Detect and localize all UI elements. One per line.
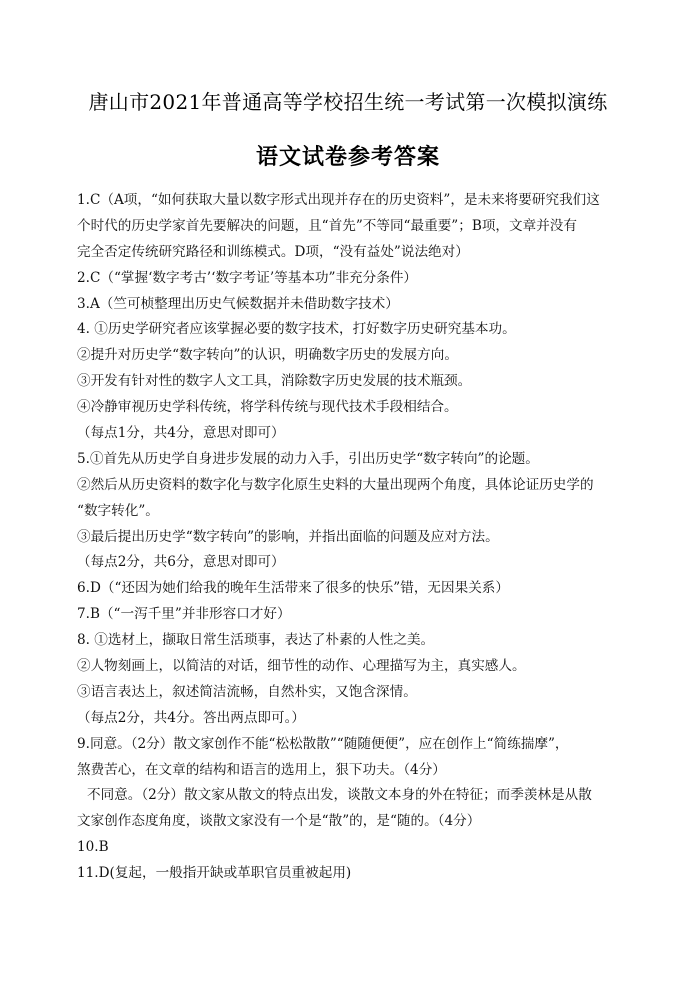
- answer-line-q8-point: ③语言表达上，叙述简洁流畅，自然朴实，又饱含深情。: [77, 683, 417, 700]
- answer-line-q3: 3.A（竺可桢整理出历史气候数据并未借助数字技术）: [77, 295, 399, 312]
- answer-line-q5: 5.①首先从历史学自身进步发展的动力入手，引出历史学“数字转向”的论题。: [77, 450, 539, 467]
- answer-key-title: 语文试卷参考答案: [255, 144, 440, 170]
- scoring-note-q5: （每点2分，共6分，意思对即可）: [77, 554, 285, 571]
- scoring-note-q4: （每点1分，共4分，意思对即可）: [77, 425, 285, 442]
- answer-line-q1: 1.C（A项，“如何获取大量以数字形式出现并存在的历史资料”，是未来将要研究我们这: [77, 192, 600, 208]
- answer-line-q4-point: ③开发有针对性的数字人文工具，消除数字历史发展的技术瓶颈。: [77, 373, 472, 390]
- answer-line-q9-cont: 煞费苦心，在文章的结构和语言的选用上，狠下功夫。（4分）: [77, 761, 446, 778]
- answer-line-q4: 4. ①历史学研究者应该掌握必要的数字技术，打好数字历史研究基本功。: [77, 321, 516, 338]
- answer-line-q11: 11.D(复起，一般指开缺或革职官员重被起用): [77, 865, 352, 882]
- answer-line-q1-cont: 完全否定传统研究路径和训练模式。D项，“没有益处”说法绝对）: [77, 243, 469, 260]
- answer-line-q8-point: ②人物刻画上，以简洁的对话，细节性的动作、心理描写为主，真实感人。: [77, 658, 526, 675]
- answer-line-q5-cont: “数字转化”。: [77, 502, 159, 519]
- answer-line-q10: 10.B: [77, 839, 109, 856]
- answer-line-q5-point: ③最后提出历史学“数字转向”的影响，并指出面临的问题及应对方法。: [77, 528, 499, 545]
- answer-line-q9-alt-cont: 文家创作态度角度，谈散文家没有一个是“散”的，是“随的。（4分）: [77, 813, 481, 830]
- answer-line-q6: 6.D（“还因为她们给我的晚年生活带来了很多的快乐”错，无因果关系）: [77, 580, 509, 597]
- answer-line-q4-point: ④冷静审视历史学科传统，将学科传统与现代技术手段相结合。: [77, 399, 458, 416]
- answer-line-q2: 2.C（“掌握‘数字考古’‘数字考证’等基本功”非充分条件）: [77, 269, 418, 286]
- answer-line-q8: 8. ①选材上，撷取日常生活琐事，表达了朴素的人性之美。: [77, 632, 435, 649]
- scoring-note-q8: （每点2分，共4分。答出两点即可。）: [77, 709, 305, 726]
- answer-body: [77, 188, 637, 887]
- answer-line-q5-point: ②然后从历史资料的数字化与数字化原生史料的大量出现两个角度，具体论证历史学的: [77, 476, 594, 493]
- exam-title: 唐山市2021年普通高等学校招生统一考试第一次模拟演练: [88, 90, 608, 114]
- answer-line-q9: 9.同意。（2分）散文家创作不能“松松散散”“随随便便”，应在创作上“简练揣摩”，: [77, 735, 569, 752]
- answer-line-q1-cont: 个时代的历史学家首先要解决的问题，且“首先”不等同“最重要”；B项，文章并没有: [77, 217, 577, 234]
- answer-line-q9-alt: 不同意。（2分）散文家从散文的特点出发，谈散文本身的外在特征；而季羡林是从散: [87, 787, 592, 804]
- answer-line-q7: 7.B（“一泻千里”并非形容口才好）: [77, 606, 291, 623]
- answer-line-q4-point: ②提升对历史学“数字转向”的认识，明确数字历史的发展方向。: [77, 347, 458, 364]
